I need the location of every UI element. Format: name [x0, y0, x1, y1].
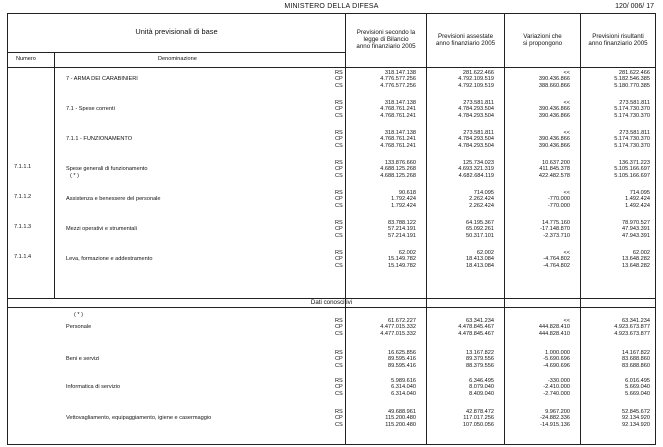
- dati-conoscitivi-title: Dati conoscitivi: [310, 299, 353, 306]
- budget-row-4-label: Spese generali di funzionamento: [66, 166, 148, 172]
- dati-row-1-value: 63.341.234: [622, 318, 650, 324]
- budget-row-4-value: 4.693.321.319: [458, 166, 494, 173]
- budget-row-5-label: Assistenza e benessere del personale: [66, 196, 161, 202]
- budget-row-6-value: 65.092.261: [466, 226, 494, 233]
- dati-row-3-value: 5.669.040: [625, 384, 650, 391]
- dati-row-1-value: 63.341.234: [466, 318, 494, 324]
- dati-row-4-value: 42.878.472: [466, 409, 494, 415]
- budget-row-6-value: 78.970.527: [622, 220, 650, 226]
- budget-row-7-code: RS: [335, 250, 343, 256]
- budget-row-2-value: 4.768.761.241: [380, 112, 416, 119]
- dati-row-2-value: 83.688.860: [622, 356, 650, 363]
- budget-row-5-value: 90.618: [398, 190, 416, 196]
- dati-row-1-code: RS: [335, 318, 343, 324]
- budget-row-6-value: 57.214.191: [388, 232, 416, 239]
- budget-row-7-value: -4.764.802: [543, 256, 570, 263]
- budget-row-4-value: 422.482.578: [538, 172, 570, 179]
- budget-row-3-value: 5.174.730.370: [614, 136, 650, 143]
- dati-row-1-code: CS: [335, 330, 343, 337]
- budget-row-7-label: Leva, formazione e addestramento: [66, 256, 153, 262]
- budget-row-5-code: RS: [335, 190, 343, 196]
- budget-row-3-label: 7.1.1 - FUNZIONAMENTO: [66, 136, 133, 142]
- budget-row-7-value: 62.002: [632, 250, 650, 256]
- budget-row-4-number: 7.1.1.1: [14, 164, 32, 170]
- col1-header: Previsioni secondo la legge di Bilancio anno finanziario 2005: [356, 29, 416, 50]
- dati-row-2-value: 1.000.000: [545, 350, 570, 356]
- budget-row-2-value: 273.581.811: [463, 100, 494, 106]
- budget-row-4-code: RS: [335, 160, 343, 166]
- budget-row-6-label: Mezzi operativi e strumentali: [66, 226, 137, 232]
- budget-row-1-value: 281.622.466: [618, 70, 650, 76]
- budget-row-4-value: 4.688.125.268: [380, 166, 416, 173]
- dati-row-3-value: 6.314.040: [391, 384, 416, 391]
- budget-row-3-code: CS: [335, 142, 343, 149]
- budget-row-1-label: 7 - ARMA DEI CARABINIERI: [66, 76, 138, 82]
- budget-row-6-number: 7.1.1.3: [14, 224, 32, 230]
- dati-row-4-value: -14.915.136: [540, 421, 570, 428]
- dati-row-1-label: Personale: [66, 324, 92, 330]
- budget-row-6-value: -17.148.870: [540, 226, 570, 233]
- budget-row-4-value: 411.845.378: [539, 166, 570, 173]
- col3-header: Variazioni che si propongono: [522, 33, 563, 47]
- budget-row-6-value: 47.943.391: [622, 226, 650, 233]
- page-reference: 120/ 006/ 17: [615, 3, 654, 10]
- budget-row-3-value: 390.436.866: [538, 136, 570, 143]
- dati-row-4-label: Vettovagliamento, equipaggiamento, igiene e casermaggio: [66, 415, 212, 421]
- budget-row-1-value: 5.182.546.385: [614, 76, 650, 83]
- budget-row-7-value: 15.149.782: [388, 256, 416, 263]
- budget-row-2-code: RS: [335, 100, 343, 106]
- dati-row-2-value: -5.690.696: [543, 356, 570, 363]
- dati-row-1-value: 4.477.015.332: [380, 330, 416, 337]
- budget-row-1-value: <<: [563, 70, 570, 76]
- dati-row-4-value: 92.134.920: [622, 415, 650, 422]
- budget-row-1-value: 4.792.109.519: [458, 76, 494, 83]
- budget-row-7-value: 13.648.282: [622, 262, 650, 269]
- budget-row-4-value: 5.105.166.697: [614, 172, 650, 179]
- budget-row-5-value: -770.000: [547, 196, 570, 203]
- dati-row-2-value: 88.379.556: [466, 362, 494, 369]
- budget-row-5-value: 1.792.424: [391, 202, 416, 209]
- budget-row-7-value: 62.002: [476, 250, 494, 256]
- budget-row-1-value: 388.660.866: [538, 82, 570, 89]
- budget-row-3-value: 318.147.138: [384, 130, 416, 136]
- budget-row-4-value: 5.105.166.697: [614, 166, 650, 173]
- dati-row-1-value: 444.828.410: [538, 330, 570, 337]
- budget-row-1-value: 318.147.138: [384, 70, 416, 76]
- budget-row-3-value: 4.768.761.241: [380, 136, 416, 143]
- budget-row-3-value: 4.784.293.504: [458, 142, 494, 149]
- dati-row-1-value: 444.828.410: [538, 324, 570, 331]
- budget-row-6-code: CS: [335, 232, 343, 239]
- dati-row-4-value: 115.200.480: [385, 415, 416, 422]
- col4-header: Previsioni risultanti anno finanziario 2005: [588, 33, 648, 47]
- budget-row-5-value: 714.095: [629, 190, 650, 196]
- budget-row-7-value: 62.002: [398, 250, 416, 256]
- budget-row-3-value: 4.784.293.504: [458, 136, 494, 143]
- budget-row-6-code: CP: [335, 226, 343, 233]
- budget-row-7-code: CP: [335, 256, 343, 263]
- budget-row-3-value: 273.581.811: [463, 130, 494, 136]
- dati-row-4-value: 92.134.920: [622, 421, 650, 428]
- dati-row-4-value: 9.967.200: [545, 409, 570, 415]
- budget-row-6-value: 47.943.391: [622, 232, 650, 239]
- col2-header: Previsioni assestate anno finanziario 2005: [435, 33, 496, 47]
- budget-row-2-value: 4.784.293.504: [458, 106, 494, 113]
- budget-row-7-code: CS: [335, 262, 343, 269]
- budget-row-1-code: CP: [335, 76, 343, 83]
- budget-row-7-value: -4.764.802: [543, 262, 570, 269]
- budget-row-3-code: RS: [335, 130, 343, 136]
- dati-row-4-value: 52.845.672: [622, 409, 650, 415]
- budget-row-4-value: 133.876.660: [384, 160, 416, 166]
- dati-row-1-value: 4.478.845.467: [458, 324, 494, 331]
- budget-table: [7, 13, 656, 445]
- dati-row-1-value: 4.923.673.877: [614, 330, 650, 337]
- budget-row-5-value: 2.262.424: [469, 196, 494, 203]
- budget-row-6-value: 64.195.367: [466, 220, 494, 226]
- budget-row-5-value: <<: [563, 190, 570, 196]
- dati-row-3-value: -2.410.000: [543, 384, 570, 391]
- dati-row-2-value: 83.688.860: [622, 362, 650, 369]
- budget-row-7-value: 18.413.084: [466, 256, 494, 263]
- dati-row-1-value: 4.923.673.877: [614, 324, 650, 331]
- budget-row-7-value: 13.648.282: [622, 256, 650, 263]
- budget-row-2-value: 5.174.730.370: [614, 106, 650, 113]
- budget-row-2-value: <<: [563, 100, 570, 106]
- budget-row-3-code: CP: [335, 136, 343, 143]
- budget-row-2-value: 390.436.866: [538, 106, 570, 113]
- budget-row-1-value: 4.792.109.519: [458, 82, 494, 89]
- budget-row-6-value: 83.788.122: [388, 220, 416, 226]
- budget-row-4-code: CP: [335, 166, 343, 173]
- budget-row-2-value: 390.436.866: [538, 112, 570, 119]
- dati-row-2-value: 16.625.856: [388, 350, 416, 356]
- budget-row-7-value: <<: [563, 250, 570, 256]
- dati-row-3-value: 6.016.495: [625, 378, 650, 384]
- budget-row-4-value: 125.734.023: [462, 160, 494, 166]
- budget-row-3-value: 390.436.866: [538, 142, 570, 149]
- dati-row-3-label: Informatica di servizio: [66, 384, 121, 390]
- numero-header: Numero: [16, 56, 36, 62]
- budget-row-5-number: 7.1.1.2: [14, 194, 32, 200]
- dati-row-1-value: 4.478.845.467: [458, 330, 494, 337]
- budget-row-3-value: 5.174.730.370: [614, 142, 650, 149]
- dati-row-1-value: 61.672.227: [388, 318, 416, 324]
- dati-row-4-code: CS: [335, 421, 343, 428]
- budget-row-6-value: 57.214.191: [388, 226, 416, 233]
- dati-row-3-value: 5.989.616: [391, 378, 416, 384]
- budget-row-2-value: 273.581.811: [619, 100, 650, 106]
- budget-row-2-code: CS: [335, 112, 343, 119]
- dati-row-3-value: 5.669.040: [625, 390, 650, 397]
- budget-row-1-value: 4.776.577.256: [380, 82, 416, 89]
- dati-row-4-code: CP: [335, 415, 343, 422]
- dati-row-4-code: RS: [335, 409, 343, 415]
- dati-row-4-value: 107.050.056: [462, 421, 494, 428]
- budget-row-5-code: CS: [335, 202, 343, 209]
- dati-row-2-code: CS: [335, 362, 343, 369]
- budget-row-5-value: 1.492.424: [625, 196, 650, 203]
- budget-row-5-value: 714.095: [473, 190, 494, 196]
- dati-row-2-code: RS: [335, 350, 343, 356]
- dati-row-4-value: 115.200.480: [385, 421, 416, 428]
- unita-header: Unità previsionali di base: [135, 27, 218, 36]
- budget-row-3-value: 273.581.811: [619, 130, 650, 136]
- dati-row-3-value: 8.079.040: [469, 384, 494, 391]
- dati-row-2-value: 14.167.822: [622, 350, 650, 356]
- dati-row-2-value: 89.379.556: [466, 356, 494, 363]
- budget-row-3-value: 4.768.761.241: [380, 142, 416, 149]
- budget-row-6-value: 14.775.160: [542, 220, 570, 226]
- budget-row-1-value: 5.180.770.385: [614, 82, 650, 89]
- dati-row-3-code: CP: [335, 384, 343, 391]
- numero-rule: [54, 52, 55, 298]
- budget-row-4-label-note: ( * ): [70, 173, 80, 179]
- dati-row-2-value: 89.595.416: [388, 356, 416, 363]
- dati-row-2-value: -4.690.696: [543, 362, 570, 369]
- dati-row-3-value: -330.000: [547, 378, 570, 384]
- budget-row-5-value: 1.492.424: [625, 202, 650, 209]
- dati-row-1-value: 4.477.015.332: [380, 324, 416, 331]
- budget-row-4-value: 136.371.223: [618, 160, 650, 166]
- dati-row-3-code: RS: [335, 378, 343, 384]
- dati-row-3-value: 6.346.495: [469, 378, 494, 384]
- budget-row-5-code: CP: [335, 196, 343, 203]
- budget-row-6-value: -2.373.710: [543, 232, 570, 239]
- dati-row-3-value: 6.314.040: [391, 390, 416, 397]
- dati-row-3-code: CS: [335, 390, 343, 397]
- dati-row-1-value: <<: [563, 318, 570, 324]
- budget-row-7-value: 18.413.084: [466, 262, 494, 269]
- dati-row-4-value: -24.882.336: [540, 415, 570, 422]
- budget-row-1-value: 390.436.866: [538, 76, 570, 83]
- budget-row-1-value: 4.776.577.256: [380, 76, 416, 83]
- budget-row-1-code: RS: [335, 70, 343, 76]
- dati-row-3-value: 8.409.040: [469, 390, 494, 397]
- ministry-title: MINISTERO DELLA DIFESA: [284, 3, 379, 10]
- budget-row-2-value: 4.784.293.504: [458, 112, 494, 119]
- dati-row-2-value: 89.595.416: [388, 362, 416, 369]
- budget-row-1-value: 281.622.466: [462, 70, 494, 76]
- dati-row-2-value: 13.167.822: [466, 350, 494, 356]
- budget-row-2-label: 7.1 - Spese correnti: [66, 106, 115, 112]
- budget-row-7-number: 7.1.1.4: [14, 254, 32, 260]
- dati-row-1-code: CP: [335, 324, 343, 331]
- budget-row-2-value: 318.147.138: [384, 100, 416, 106]
- budget-row-6-value: 50.317.101: [466, 232, 494, 239]
- dati-row-3-value: -2.740.000: [543, 390, 570, 397]
- dati-row-2-code: CP: [335, 356, 343, 363]
- budget-row-7-value: 15.149.782: [388, 262, 416, 269]
- dati-note: ( * ): [74, 312, 84, 318]
- budget-row-5-value: -770.000: [547, 202, 570, 209]
- header-bottom-rule: [8, 67, 655, 68]
- budget-row-4-value: 4.682.684.119: [458, 172, 494, 179]
- budget-row-2-value: 4.768.761.241: [380, 106, 416, 113]
- budget-row-4-value: 4.688.125.268: [380, 172, 416, 179]
- header-subrule: [8, 52, 345, 53]
- dati-row-4-value: 49.688.961: [388, 409, 416, 415]
- budget-row-3-value: <<: [563, 130, 570, 136]
- denominazione-header: Denominazione: [158, 56, 197, 62]
- dati-row-4-value: 117.017.256: [463, 415, 494, 422]
- budget-row-2-code: CP: [335, 106, 343, 113]
- budget-row-4-code: CS: [335, 172, 343, 179]
- budget-row-6-code: RS: [335, 220, 343, 226]
- budget-row-5-value: 2.262.424: [469, 202, 494, 209]
- dati-bottom-rule: [8, 307, 655, 308]
- budget-row-1-code: CS: [335, 82, 343, 89]
- budget-row-5-value: 1.792.424: [391, 196, 416, 203]
- budget-row-2-value: 5.174.730.370: [614, 112, 650, 119]
- dati-row-2-label: Beni e servizi: [66, 356, 100, 362]
- budget-row-4-value: 10.637.200: [542, 160, 570, 166]
